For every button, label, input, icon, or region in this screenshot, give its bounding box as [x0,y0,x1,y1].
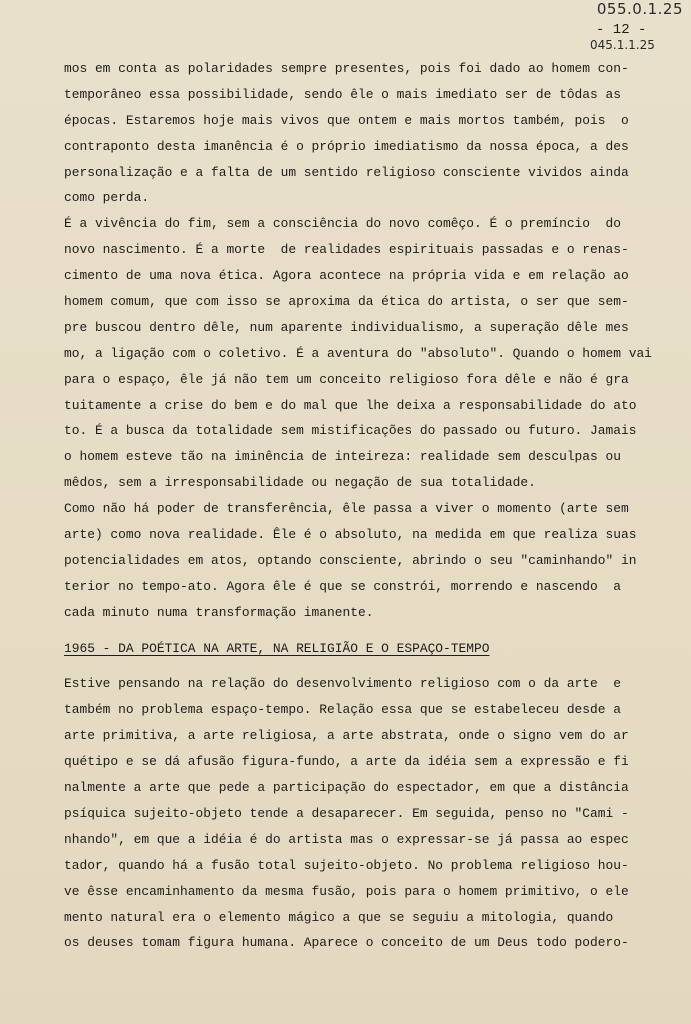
text-line: também no problema espaço-tempo. Relação essa que se estabeleceu desde a [64,702,621,718]
text-line: tador, quando há a fusão total sujeito-objeto. No problema religioso hou- [64,857,629,873]
body-text [64,56,676,956]
text-line: os deuses tomam figura humana. Aparece o conceito de um Deus todo podero- [64,935,629,951]
text-line: Como não há poder de transferência, êle passa a viver o momento (arte sem [64,501,629,517]
text-line: o homem esteve tão na iminência de inteireza: realidade sem desculpas ou [64,449,621,465]
text-line: psíquica sujeito-objeto tende a desaparecer. Em seguida, penso no "Cami - [64,805,629,821]
text-line: ve êsse encaminhamento da mesma fusão, pois para o homem primitivo, o ele [64,883,629,899]
archive-code: 055.0.1.25 [596,0,683,18]
text-line: nhando", em que a idéia é do artista mas o expressar-se já passa ao espec [64,831,629,847]
text-line: mo, a ligação com o coletivo. É a aventura do "absoluto". Quando o homem vai [64,345,652,361]
text-line: Estive pensando na relação do desenvolvimento religioso com o da arte e [64,676,621,692]
text-line: mos em conta as polaridades sempre presentes, pois foi dado ao homem con- [64,61,629,76]
text-line: novo nascimento. É a morte de realidades espirituais passadas e o renas- [64,242,629,258]
text-line: quétipo e se dá afusão figura-fundo, a arte da idéia sem a expressão e fi [64,754,629,770]
text-line: potencialidades em atos, optando consciente, abrindo o seu "caminhando" in [64,552,637,568]
text-line: como perda. [64,190,150,206]
text-line: cimento de uma nova ética. Agora acontece na própria vida e em relação ao [64,268,629,284]
text-line: temporâneo essa possibilidade, sendo êle o mais imediato ser de tôdas as [64,86,621,102]
text-line: épocas. Estaremos hoje mais vivos que ontem e mais mortos também, pois o [64,112,629,128]
text-line: mento natural era o elemento mágico a que se seguiu a mitologia, quando [64,909,614,925]
text-line: pre buscou dentro dêle, num aparente individualismo, a superação dêle mes [64,319,629,335]
text-line: personalização e a falta de um sentido religioso consciente vividos ainda [64,164,629,180]
archive-code-handwritten: 045.1.1.25 [590,38,655,52]
page-number: - 12 - [596,22,647,38]
text-line: É a vivência do fim, sem a consciência do novo comêço. É o premíncio do [64,216,621,232]
text-line: para o espaço, êle já não tem um conceito religioso fora dêle e não é gra [64,371,629,387]
text-line: homem comum, que com isso se aproxima da ética do artista, o ser que sem- [64,294,629,310]
section-gap [64,661,676,671]
section-gap [64,626,676,636]
text-line: nalmente a arte que pede a participação do espectador, em que a distância [64,780,629,796]
text-line: arte) como nova realidade. Êle é o absoluto, na medida em que realiza suas [64,527,637,543]
text-line: to. É a busca da totalidade sem mistificações do passado ou futuro. Jamais [64,423,637,439]
text-line: mêdos, sem a irresponsabilidade ou negação de sua totalidade. [64,475,536,491]
text-line: tuitamente a crise do bem e do mal que lhe deixa a responsabilidade do ato [64,397,637,413]
text-line: terior no tempo-ato. Agora êle é que se constrói, morrendo e nascendo a [64,578,621,594]
section-heading: 1965 - DA POÉTICA NA ARTE, NA RELIGIÃO E O ESPAÇO-TEMPO [64,640,490,656]
text-line: arte primitiva, a arte religiosa, a arte abstrata, onde o signo vem do ar [64,728,629,744]
text-line: cada minuto numa transformação imanente. [64,604,374,620]
text-line: contraponto desta imanência é o próprio imediatismo da nossa época, a des [64,138,629,154]
